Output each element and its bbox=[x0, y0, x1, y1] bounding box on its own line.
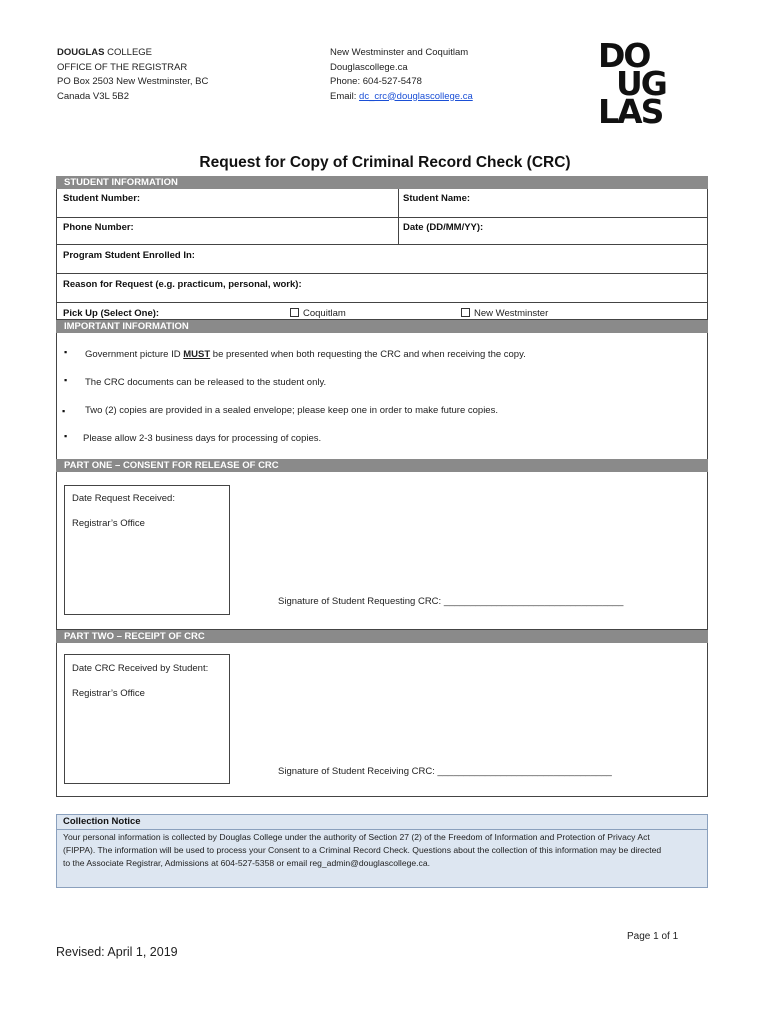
page-number: Page 1 of 1 bbox=[627, 931, 679, 942]
bullet-icon: ▪ bbox=[64, 375, 68, 385]
student-number-label: Student Number: bbox=[63, 193, 141, 204]
revised-date: Revised: April 1, 2019 bbox=[56, 945, 178, 959]
student-info-heading: STUDENT INFORMATION bbox=[56, 176, 708, 189]
website: Douglascollege.ca bbox=[330, 61, 408, 73]
collection-notice-title: Collection Notice bbox=[63, 816, 141, 827]
student-name-label: Student Name: bbox=[403, 193, 471, 204]
douglas-logo: DO UG LAS bbox=[598, 36, 666, 131]
registrar-office-label: Registrar’s Office bbox=[72, 688, 145, 699]
email-link[interactable]: dc_crc@douglascollege.ca bbox=[359, 90, 473, 102]
campuses: New Westminster and Coquitlam bbox=[330, 47, 469, 58]
checkbox-icon[interactable] bbox=[461, 308, 470, 317]
part-two-heading: PART TWO – RECEIPT OF CRC bbox=[56, 630, 708, 643]
office-name: OFFICE OF THE REGISTRAR bbox=[57, 61, 188, 73]
college-contact bbox=[330, 46, 473, 104]
program-label: Program Student Enrolled In: bbox=[63, 250, 195, 261]
signature-requesting-line[interactable]: Signature of Student Requesting CRC: __________________________________ bbox=[278, 596, 624, 607]
pickup-label: Pick Up (Select One): bbox=[63, 308, 160, 319]
important-info-heading: IMPORTANT INFORMATION bbox=[56, 320, 708, 333]
postal-code: Canada V3L 5B2 bbox=[57, 90, 130, 102]
pickup-option-coquitlam[interactable]: Coquitlam bbox=[290, 308, 346, 319]
date-crc-received-label: Date CRC Received by Student: bbox=[72, 663, 209, 674]
phone-number-label: Phone Number: bbox=[63, 222, 134, 233]
po-box: PO Box 2503 New Westminster, BC bbox=[57, 76, 209, 87]
checkbox-icon[interactable] bbox=[290, 308, 299, 317]
college-address bbox=[57, 46, 208, 104]
page-title: Request for Copy of Criminal Record Check (CRC) bbox=[199, 154, 571, 171]
important-item-4: Please allow 2-3 business days for processing of copies. bbox=[83, 433, 322, 444]
signature-receiving-line[interactable]: Signature of Student Receiving CRC: _________________________________ bbox=[278, 766, 612, 777]
pickup-option-new-westminster[interactable]: New Westminster bbox=[461, 308, 548, 319]
important-item-2: The CRC documents can be released to the student only. bbox=[85, 377, 327, 388]
registrar-date-box bbox=[64, 485, 230, 615]
date-request-received-label: Date Request Received: bbox=[72, 493, 175, 504]
bullet-icon: ▪ bbox=[64, 431, 68, 441]
important-item-1: Government picture ID MUST be presented when both requesting the CRC and when receiving the copy. bbox=[85, 349, 526, 360]
date-label: Date (DD/MM/YY): bbox=[403, 222, 484, 233]
bullet-icon: ▪ bbox=[62, 406, 66, 416]
part-one-heading: PART ONE – CONSENT FOR RELEASE OF CRC bbox=[56, 459, 708, 472]
important-item-3: Two (2) copies are provided in a sealed envelope; please keep one in order to make future copies. bbox=[85, 405, 498, 416]
collection-notice-body: Your personal information is collected by Douglas College under the authority of Section 27 (2) of the Freedom of Information and Protection of Privacy Act (FIPPA). The information will be used to process your Consent to a Criminal Record Check. Questions about the collection of this information may be directed to the Associate Registrar, Admissions at 604-527-5358 or email reg_admin@douglascollege.ca. bbox=[63, 832, 662, 868]
email-line: Email: dc_crc@douglascollege.ca bbox=[330, 90, 473, 102]
reason-label: Reason for Request (e.g. practicum, personal, work): bbox=[63, 279, 302, 290]
registrar-office-label: Registrar’s Office bbox=[72, 518, 145, 529]
phone: Phone: 604-527-5478 bbox=[330, 76, 422, 87]
college-name: DOUGLAS COLLEGE bbox=[57, 47, 153, 58]
bullet-icon: ▪ bbox=[64, 347, 68, 357]
